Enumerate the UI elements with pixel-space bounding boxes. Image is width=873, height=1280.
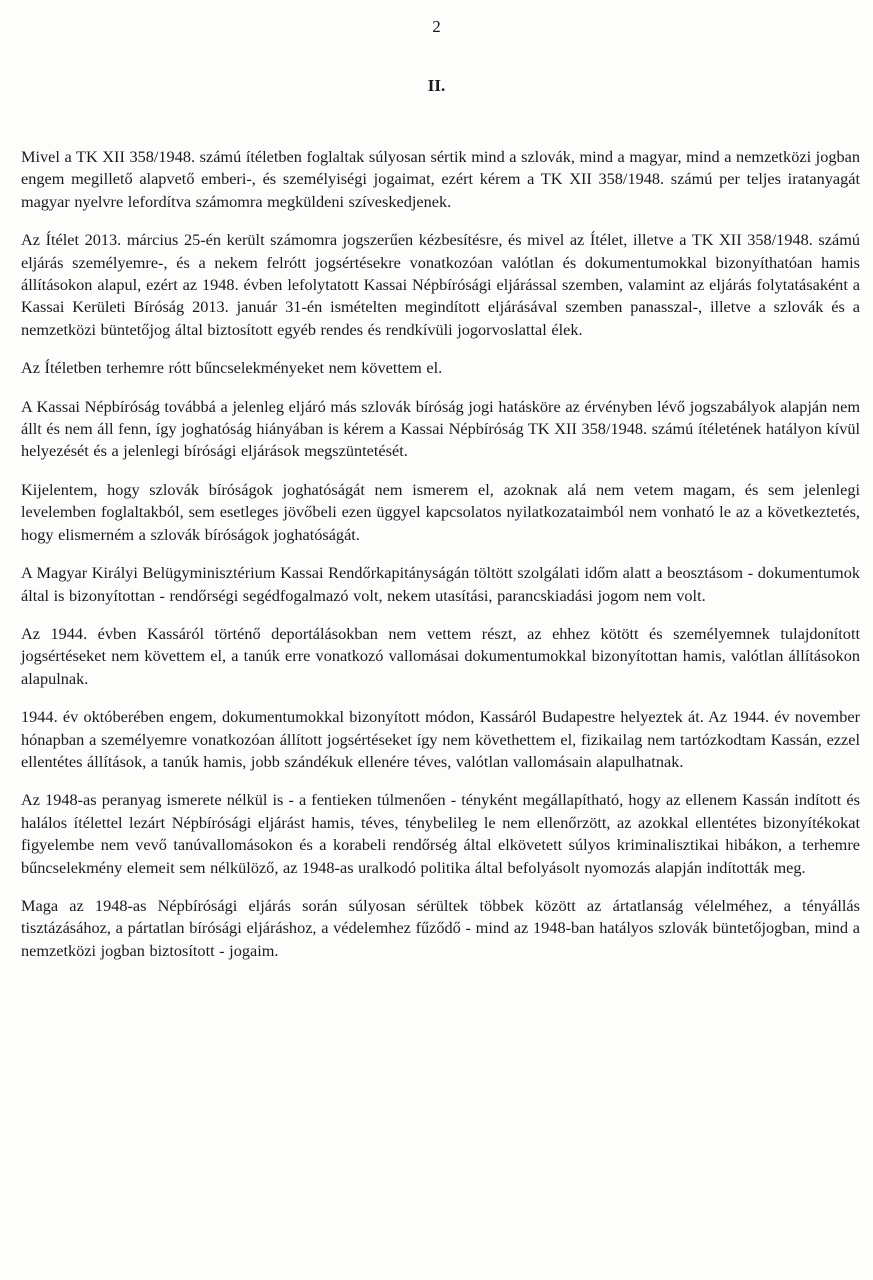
document-body bbox=[21, 146, 860, 978]
paragraph: Az Ítéletben terhemre rótt bűncselekményeket nem követtem el. bbox=[21, 358, 443, 378]
paragraph: Mivel a TK XII 358/1948. számú ítéletben foglaltak súlyosan sértik mind a szlovák, mind a magyar, mind a nemzetközi jogban engem megillető alapvető emberi-, és személyiségi jogaimat, ezért kérem a TK XII 358/1948. számú per teljes iratanyagát magyar nyelvre lefordítva számomra megküldeni szíveskedjenek. bbox=[21, 147, 860, 211]
paragraph: A Kassai Népbíróság továbbá a jelenleg eljáró más szlovák bíróság jogi hatásköre az érvényben lévő jogszabályok alapján nem állt és nem áll fenn, így joghatóság hiányában is kérem a Kassai Népbíróság TK XII 358/1948. számú ítéletének hatályon kívül helyezését és a jelenlegi bírósági eljárások megszüntetését. bbox=[21, 396, 860, 461]
page-number: 2 bbox=[432, 17, 441, 36]
paragraph: 1944. év októberében engem, dokumentumokkal bizonyított módon, Kassáról Budapestre helyeztek át. Az 1944. év november hónapban a személyemre vonatkozóan állított jogsértéseket így nem követhettem el, fizikailag nem tartózkodtam Kassán, ezzel ellentétes állítások, a tanúk hamis, jobb szándékuk ellenére téves, valótlan vallomásain alapulhatnak. bbox=[21, 707, 860, 771]
paragraph: Kijelentem, hogy szlovák bíróságok joghatóságát nem ismerem el, azoknak alá nem vetem magam, és sem jelenlegi levelemben foglaltakból, sem esetleges jövőbeli ezen üggyel kapcsolatos nyilatkozataimból nem vonható le az a következtetés, hogy elismerném a szlovák bíróságok joghatóságát. bbox=[21, 479, 860, 544]
section-heading: II. bbox=[427, 76, 446, 95]
paragraph: Az 1948-as peranyag ismerete nélkül is - a fentieken túlmenően - tényként megállapítható, hogy az ellenem Kassán indított és halálos ítélettel lezárt Népbírósági eljárást hamis, téves, ténybelileg le nem ellenőrzött, az azokkal ellentétes bizonyítékokat figyelembe nem vevő tanúvallomásokon és a korabeli rendőrség által elkövetett súlyos kriminalisztikai hibákon, a terhemre bűncselekmény elemeit sem nélkülöző, az 1948-as uralkodó politika által befolyásolt nyomozás alapján indították meg. bbox=[21, 790, 860, 877]
paragraph: Az 1944. évben Kassáról történő deportálásokban nem vettem részt, az ehhez kötött és személyemnek tulajdonított jogsértéseket nem követtem el, a tanúk erre vonatkozó vallomásai dokumentumokkal bizonyítottan hamis, valótlan állításokon alapulnak. bbox=[21, 623, 860, 688]
paragraph: A Magyar Királyi Belügyminisztérium Kassai Rendőrkapitányságán töltött szolgálati időm alatt a beosztásom - dokumentumok által is bizonyítottan - rendőrségi segédfogalmazó volt, nekem utasítási, parancskiadási jogom nem volt. bbox=[21, 563, 860, 605]
paragraph: Az Ítélet 2013. március 25-én került számomra jogszerűen kézbesítésre, és mivel az Ítélet, illetve a TK XII 358/1948. számú eljárás személyemre-, és a nekem felrótt jogsértésekre vonatkozóan valótlan és dokumentumokkal bizonyíthatóan hamis állításokon alapul, ezért az 1948. évben lefolytatott Kassai Népbírósági eljárással szemben, valamint az eljárás folytatásaként a Kassai Kerületi Bíróság 2013. január 31-én ismételten megindított eljárásával szemben panasszal-, illetve a szlovák és a nemzetközi büntetőjog által biztosított egyéb rendes és rendkívüli jogorvoslattal élek. bbox=[21, 230, 860, 339]
paragraph: Maga az 1948-as Népbírósági eljárás során súlyosan sérültek többek között az ártatlanság vélelméhez, a tényállás tisztázásához, a pártatlan bírósági eljáráshoz, a védelemhez fűződő - mind az 1948-ban hatályos szlovák büntetőjogban, mind a nemzetközi jogban biztosított - jogaim. bbox=[21, 895, 860, 960]
